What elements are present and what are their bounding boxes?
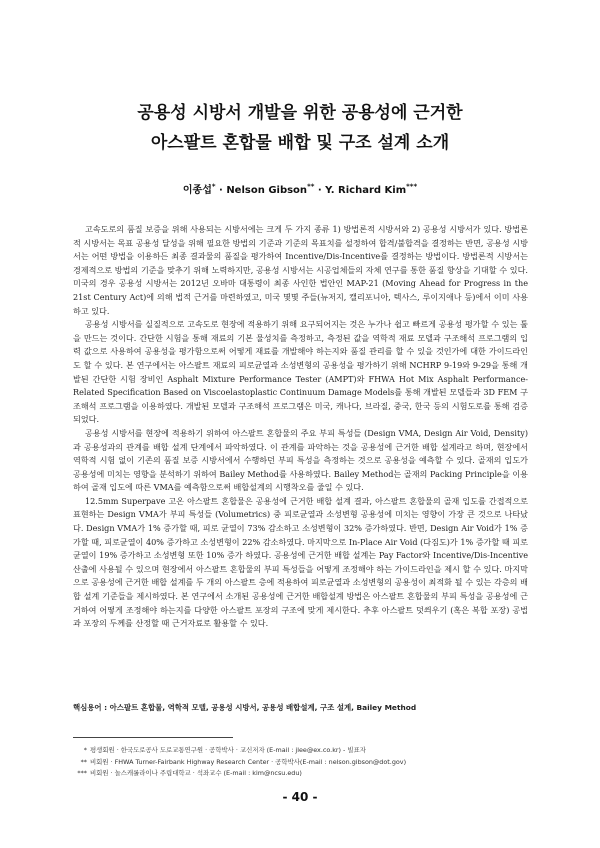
author-2-mark: ** (307, 182, 315, 191)
footnote-text: 비회원 · 놀스캐롤라이나 주립대학교 · 석좌교수 (E-mail : kim@ncsu.edu) (90, 769, 302, 777)
abstract-paragraph: 12.5mm Superpave 고온 아스팔트 혼합물은 공용성에 근거한 배합 설계 결과, 아스팔트 혼합물의 골재 입도를 간접적으로 표현하는 Design VMA가 부피 특성들 (Volumetrics) 중 피로균열과 소성변형 공용성에 미치는 영향이 가장 큰 것으로 나타났다. Design VMA가 1% 증가할 때, 피로 균열이 73% 감소하고 소성변형이 32% 증가하였다. 반면, Design Air Void가 1% 증가할 때, 피로균열이 40% 증가하고 소성변형이 22% 감소하였다. 마지막으로 In-Place Air Void (다짐도)가 1% 증가할 때 피로균열이 19% 증가하고 소성변형 또한 10% 증가 하였다. 공용성에 근거한 배합 설계는 Pay Factor와 Incentive/Dis-Incentive 산출에 사용될 수 있으며 현장에서 아스팔트 혼합물의 부피 특성들을 어떻게 조정해야 하는 가이드라인을 제시 할 수 있다. 마지막으로 공용성에 근거한 배합 설계를 두 개의 아스팔트 층에 적용하여 피로균열과 소성변형의 공용성이 최적화 될 수 있는 각층의 배합 설계 기준들을 제시하였다. 본 연구에서 소개된 공용성에 근거한 배합설계 방법은 아스팔트 혼합물의 부피 특성을 공용성에 근거하여 어떻게 조정해야 하는지를 다양한 아스팔트 포장의 구조에 맞게 제시한다. 추후 아스팔트 덧씌우기 (혹은 복합 포장) 공법과 포장의 두께를 산정할 때 근거자료로 활용할 수 있다. (73, 495, 528, 629)
footnote-3 (73, 768, 533, 780)
author-1-mark: * (211, 182, 216, 191)
footnote-1 (73, 745, 533, 757)
author-3-mark: *** (406, 182, 418, 191)
page-number: - 40 - (282, 790, 318, 804)
footnote-mark: ** (80, 757, 87, 766)
footnote-mark: *** (77, 769, 87, 777)
footnote-text: 비회원 · FHWA Turner-Fairbank Highway Research Center · 공학박사(E-mail : nelson.gibson@dot.gov) (90, 757, 407, 766)
footnotes (73, 745, 533, 780)
author-2: Nelson Gibson (226, 185, 308, 196)
author-3: Y. Richard Kim (325, 185, 407, 196)
footnote-text: 평생회원 · 한국도로공사 도로교통연구원 · 공학박사 · 교신저자 (E-mail : jlee@ex.co.kr) - 빌표자 (90, 746, 366, 754)
keywords (73, 702, 533, 713)
footnote-2 (73, 757, 533, 769)
author-separator: · (314, 185, 326, 196)
footnote-divider (73, 737, 233, 738)
abstract-paragraph: 공용성 시방서를 현장에 적용하기 위하여 아스팔트 혼합물의 주요 부피 특성들 (Design VMA, Design Air Void, Density)과 공용성과의 관계를 배합 설계 단계에서 파악하였다. 이 관계를 파악하는 것을 공용성에 근거한 배합 설계라고 하며, 현장에서 역학적 시험 없이 기존의 품질 보증 시방서에서 수행하던 부피 특성을 측정하는 것으로 공용성을 예측할 수 있다. 골재의 입도가 공용성에 미치는 영향을 분석하기 위하여 Bailey Method를 사용하였다. Bailey Method는 골재의 Packing Principle을 이용하여 골재 입도에 따른 VMA를 예측함으로써 배합설계의 시행착오를 줄일 수 있다. (73, 427, 528, 493)
abstract-paragraph: 공용성 시방서를 실질적으로 고속도로 현장에 적용하기 위해 요구되어지는 것은 누가나 쉽고 빠르게 공용성 평가할 수 있는 툴을 만드는 것이다. 간단한 시험을 통해 재료의 기본 물성치를 측정하고, 측정된 값을 역학적 재료 모델과 구조해석 프로그램의 입력 값으로 사용하여 공용성을 평가함으로써 어떻게 재료를 개발해야 하는지와 품질 관리를 할 수 있을 것인가에 대한 가이드라인도 할 수 있다. 본 연구에서는 아스팔트 재료의 피로균열과 소성변형의 공용성을 평가하기 위해 NCHRP 9-19와 9-29을 통해 개발된 간단한 시험 장비인 Asphalt Mixture Performance Tester (AMPT)와 FHWA Hot Mix Asphalt Performance-Related Specification Based on Viscoelastoplastic Continuum Damage Models를 통해 개발된 모델들과 3D FEM 구조해석 프로그램을 이용하였다. 개발된 모델과 구조해석 프로그램은 미국, 캐나다, 브라질, 중국, 한국 등의 시험도로를 통해 검증되었다. (73, 319, 528, 425)
abstract-paragraph: 고속도로의 품질 보증을 위해 사용되는 시방서에는 크게 두 가지 종류 1) 방법론적 시방서와 2) 공용성 시방서가 있다. 방법론적 시방서는 목표 공용성 달성을 위해 필요한 방법의 기준과 기준의 목표치를 설정하여 합격/불합격을 결정하는 반면, 공용성 시방서는 어떤 방법을 이용하든 최종 결과물의 품질을 평가하여 Incentive/Dis-Incentive를 결정하는 방법이다. 방법론적 시방서는 경제적으로 방법의 기준을 맞추기 위해 노력하지만, 공용성 시방서는 시공업체들의 자체 연구를 통한 품질 향상을 기대할 수 있다. 미국의 경우 공용성 시방서는 2012년 오바마 대통령이 최종 사인한 법안인 MAP-21 (Moving Ahead for Progress in the 21st Century Act)에 의해 법적 근거를 마련하였고, 미국 몇몇 주들(뉴저지, 캘리포니아, 텍사스, 루이지애나 등)에서 이미 사용하고 있다. (73, 224, 528, 316)
author-list (60, 181, 540, 196)
title-line-1: 공용성 시방서 개발을 위한 공용성에 근거한 (137, 103, 463, 123)
title-line-2: 아스팔트 혼합물 배합 및 구조 설계 소개 (150, 133, 450, 153)
abstract (73, 223, 528, 631)
author-1: 이종섭 (182, 185, 212, 196)
author-separator: · (215, 185, 227, 196)
keywords-text: 아스팔트 혼합물, 역학적 모델, 공용성 시방서, 공용성 배합설계, 구조 설계, Bailey Method (109, 703, 417, 712)
keywords-label: 핵심용어 : (73, 703, 108, 712)
footnote-mark: * (83, 746, 87, 754)
